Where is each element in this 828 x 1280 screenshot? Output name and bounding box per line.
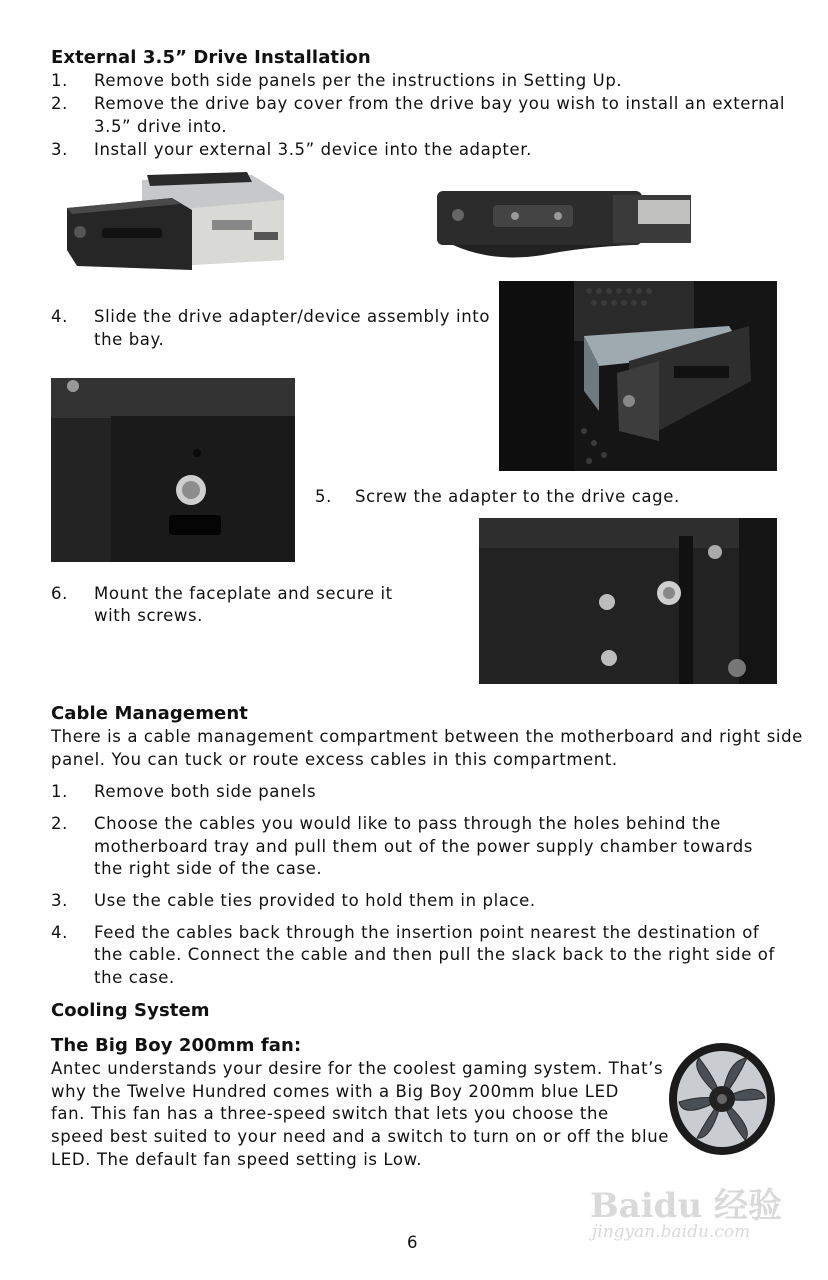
step-text: Remove both side panels bbox=[94, 782, 317, 801]
step-text: the cable. Connect the cable and then pull the slack back to the right side of bbox=[94, 945, 775, 964]
step-number: 3. bbox=[51, 140, 68, 159]
step-number: 2. bbox=[51, 94, 68, 113]
paragraph-line: LED. The default fan speed setting is Low. bbox=[51, 1150, 423, 1169]
step-text: 3.5” drive into. bbox=[94, 117, 228, 136]
step-text: the bay. bbox=[94, 330, 165, 349]
step-number: 1. bbox=[51, 782, 68, 801]
paragraph-line: Antec understands your desire for the coolest gaming system. That’s bbox=[51, 1059, 664, 1078]
step-text: Feed the cables back through the insertion point nearest the destination of bbox=[94, 923, 760, 942]
thumbscrew-photo bbox=[51, 378, 295, 562]
watermark-logo: Baidu 经验 bbox=[590, 1186, 783, 1226]
step-text: Remove the drive bay cover from the drive bay you wish to install an external bbox=[94, 94, 786, 113]
step-text: Choose the cables you would like to pass through the holes behind the bbox=[94, 814, 721, 833]
step-text: Mount the faceplate and secure it bbox=[94, 584, 393, 603]
step-number: 4. bbox=[51, 307, 68, 326]
step-number: 6. bbox=[51, 584, 68, 603]
drive-adapter-photo bbox=[62, 170, 286, 275]
step-number: 4. bbox=[51, 923, 68, 942]
step-number: 5. bbox=[315, 487, 332, 506]
paragraph-line: fan. This fan has a three-speed switch that lets you choose the bbox=[51, 1104, 609, 1123]
section-title-cooling-system: Cooling System bbox=[51, 1000, 210, 1021]
step-text: Screw the adapter to the drive cage. bbox=[355, 487, 680, 506]
page-number: 6 bbox=[407, 1233, 419, 1252]
step-text: motherboard tray and pull them out of the power supply chamber towards bbox=[94, 837, 754, 856]
step-text: Use the cable ties provided to hold them in place. bbox=[94, 891, 536, 910]
step-text: Slide the drive adapter/device assembly into bbox=[94, 307, 491, 326]
fan-photo bbox=[667, 1040, 777, 1158]
step-text: with screws. bbox=[94, 606, 204, 625]
paragraph-line: speed best suited to your need and a switch to turn on or off the blue bbox=[51, 1127, 670, 1146]
paragraph-line: why the Twelve Hundred comes with a Big Boy 200mm blue LED bbox=[51, 1082, 619, 1101]
step-number: 2. bbox=[51, 814, 68, 833]
step-number: 3. bbox=[51, 891, 68, 910]
section-title-cable-management: Cable Management bbox=[51, 703, 248, 724]
step-text: the right side of the case. bbox=[94, 859, 323, 878]
step-text: Remove both side panels per the instructions in Setting Up. bbox=[94, 71, 623, 90]
paragraph-line: There is a cable management compartment between the motherboard and right side bbox=[51, 727, 803, 746]
bay-insertion-photo bbox=[499, 281, 777, 471]
subsection-title-fan: The Big Boy 200mm fan: bbox=[51, 1035, 302, 1056]
watermark-url: jingyan.baidu.com bbox=[592, 1222, 751, 1242]
step-number: 1. bbox=[51, 71, 68, 90]
faceplate-screws-photo bbox=[479, 518, 777, 684]
section-title-external-drive: External 3.5” Drive Installation bbox=[51, 47, 371, 68]
step-text: Install your external 3.5” device into the adapter. bbox=[94, 140, 532, 159]
step-text: the case. bbox=[94, 968, 175, 987]
paragraph-line: panel. You can tuck or route excess cables in this compartment. bbox=[51, 750, 618, 769]
drive-adapter-side-photo bbox=[433, 185, 695, 265]
